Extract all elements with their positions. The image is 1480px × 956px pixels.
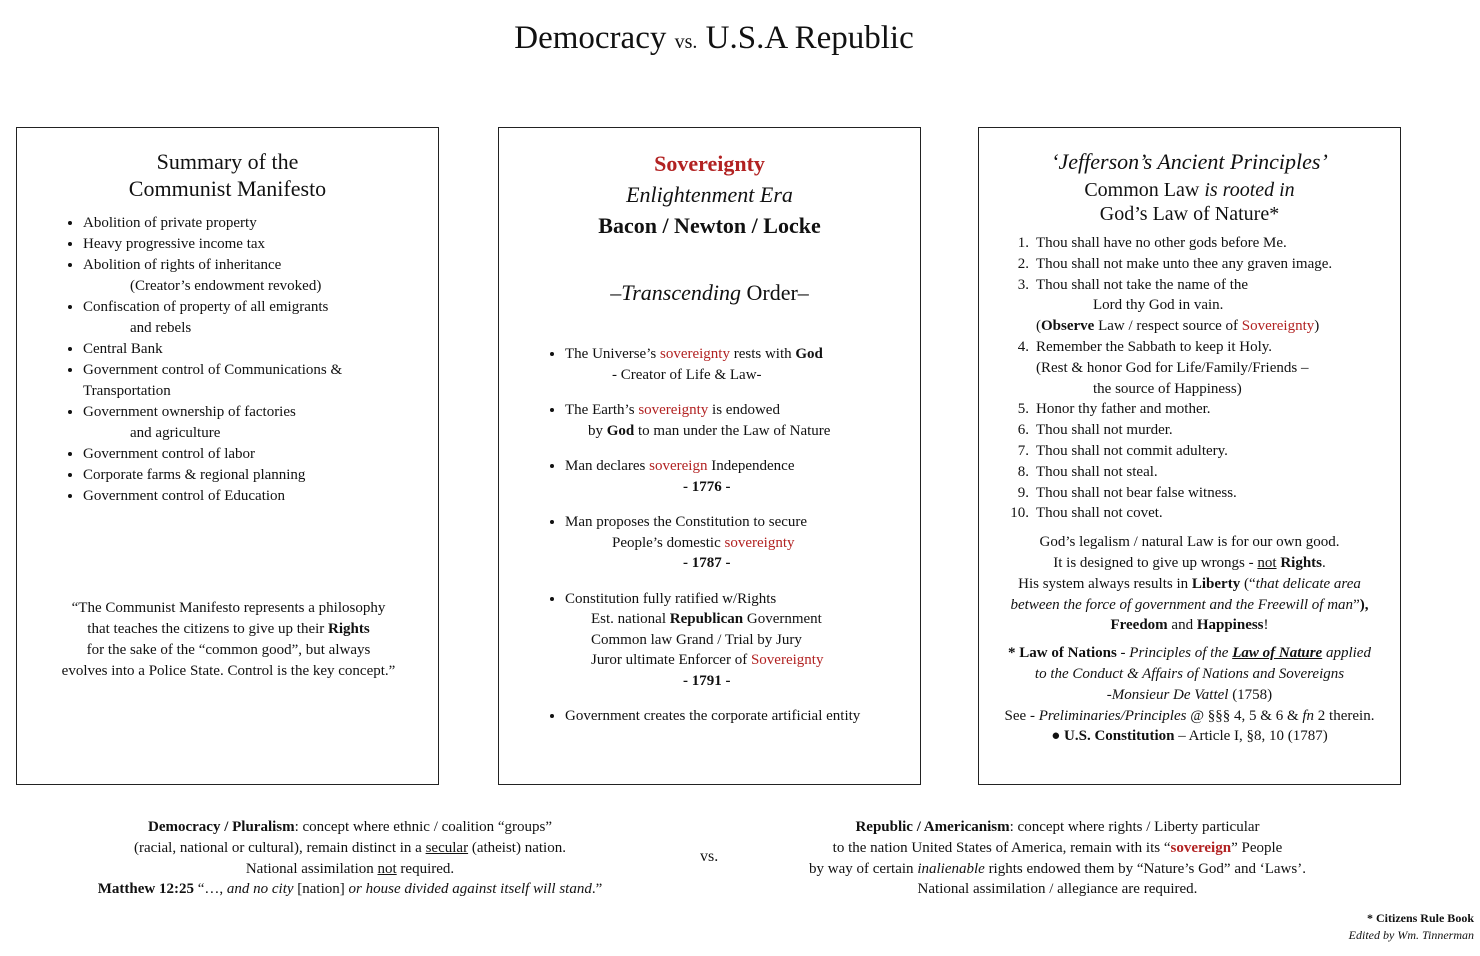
sovereignty-list bbox=[499, 344, 920, 727]
list-item: • Government control of labor bbox=[83, 444, 438, 465]
transcending-order: –Transcending Order– bbox=[610, 280, 809, 305]
list-item: 8. Thou shall not steal. bbox=[1017, 463, 1158, 480]
list-item: • The Earth’s sovereignty is endowed by God to man under the Law of Nature bbox=[565, 400, 920, 441]
list-item: • Constitution fully ratified w/Rights Est. national Republican Government Common law Grand / Trial by Jury Juror ultimate Enforcer of Sovereignty - 1791 - bbox=[565, 589, 920, 692]
panel-subtitle: Common Law is rooted in God’s Law of Nature* bbox=[1084, 179, 1295, 225]
list-item: • Government ownership of factories and agriculture bbox=[83, 402, 438, 444]
list-item: 2. Thou shall not make unto thee any graven image. bbox=[1017, 255, 1333, 272]
list-item: • Government creates the corporate artificial entity bbox=[565, 706, 920, 727]
natural-law-paragraph: God’s legalism / natural Law is for our own good. It is designed to give up wrongs - not Rights. His system always results in Liberty (“that delicate area between the force of government and the Freewill of man”), Freedom and Happiness! bbox=[1010, 534, 1369, 634]
law-of-nations-note: * Law of Nations - Principles of the Law of Nature applied to the Conduct & Affairs of Nations and Sovereigns -Monsieur De Vattel (1758) See - Preliminaries/Principles @ §§§ 4, 5 & 6 & fn 2 therein. ● U.S. Constitution – Article I, §8, 10 (1787) bbox=[1004, 645, 1375, 745]
list-item: • Abolition of rights of inheritance (Creator’s endowment revoked) bbox=[83, 255, 438, 297]
list-item: 7. Thou shall not commit adultery. bbox=[1017, 442, 1228, 459]
republic-definition: Republic / Americanism: concept where rights / Liberty particular to the nation United States of America, remain with its “sovereign” People by way of certain inalienable rights endowed them by “Nature’s God” and ‘Laws’. National assimilation / allegiance are required. bbox=[809, 819, 1306, 898]
list-item: • Abolition of private property bbox=[83, 213, 438, 234]
panel-title: Sovereignty Enlightenment Era Bacon / Newton / Locke bbox=[598, 151, 821, 238]
list-item: 6. Thou shall not murder. bbox=[1017, 422, 1173, 439]
communist-manifesto-panel bbox=[16, 127, 439, 785]
democracy-definition: Democracy / Pluralism: concept where ethnic / coalition “groups” (racial, national or cultural), remain distinct in a secular (atheist) nation. National assimilation not required. Matthew 12:25 “…, and no city [nation] or house divided against itself will stand.” bbox=[97, 819, 603, 898]
list-item: 9. Thou shall not bear false witness. bbox=[1017, 484, 1237, 501]
list-item: • Corporate farms & regional planning bbox=[83, 465, 438, 486]
list-item: • Man declares sovereign Independence - 1776 - bbox=[565, 456, 920, 497]
panel-title: ‘Jefferson’s Ancient Principles’ bbox=[1051, 149, 1328, 174]
list-item: 1. Thou shall have no other gods before Me. bbox=[1017, 235, 1287, 251]
versus-label: vs. bbox=[700, 848, 719, 865]
page-title: Democracy vs. U.S.A Republic bbox=[514, 20, 914, 56]
list-item: • The Universe’s sovereignty rests with God - Creator of Life & Law- bbox=[565, 344, 920, 385]
sovereignty-panel bbox=[498, 127, 921, 785]
source-credit: * Citizens Rule Book Edited by Wm. Tinnerman bbox=[1348, 911, 1474, 942]
commandments-list bbox=[979, 233, 1400, 524]
list-item: • Confiscation of property of all emigrants and rebels bbox=[83, 297, 438, 339]
list-item: 10. Thou shall not covet. bbox=[1010, 505, 1163, 522]
list-item: • Government control of Communications & Transportation bbox=[83, 360, 438, 402]
list-item: • Central Bank bbox=[83, 339, 438, 360]
list-item: 3. Thou shall not take the name of the Lord thy God in vain. (Observe Law / respect source of Sovereignty) bbox=[1017, 276, 1320, 335]
manifesto-list bbox=[17, 213, 438, 507]
list-item: • Government control of Education bbox=[83, 486, 438, 507]
list-item: 4. Remember the Sabbath to keep it Holy. (Rest & honor God for Life/Family/Friends – the source of Happiness) bbox=[1017, 338, 1309, 397]
list-item: 5. Honor thy father and mother. bbox=[1017, 401, 1211, 418]
list-item: • Man proposes the Constitution to secure People’s domestic sovereignty - 1787 - bbox=[565, 512, 920, 574]
jefferson-principles-panel bbox=[978, 127, 1401, 785]
manifesto-quote: “The Communist Manifesto represents a philosophy that teaches the citizens to give up their Rights for the sake of the “common good”, but always evolves into a Police State. Control is the key concept.” bbox=[61, 600, 396, 679]
panel-title: Summary of the Communist Manifesto bbox=[128, 149, 327, 201]
list-item: • Heavy progressive income tax bbox=[83, 234, 438, 255]
